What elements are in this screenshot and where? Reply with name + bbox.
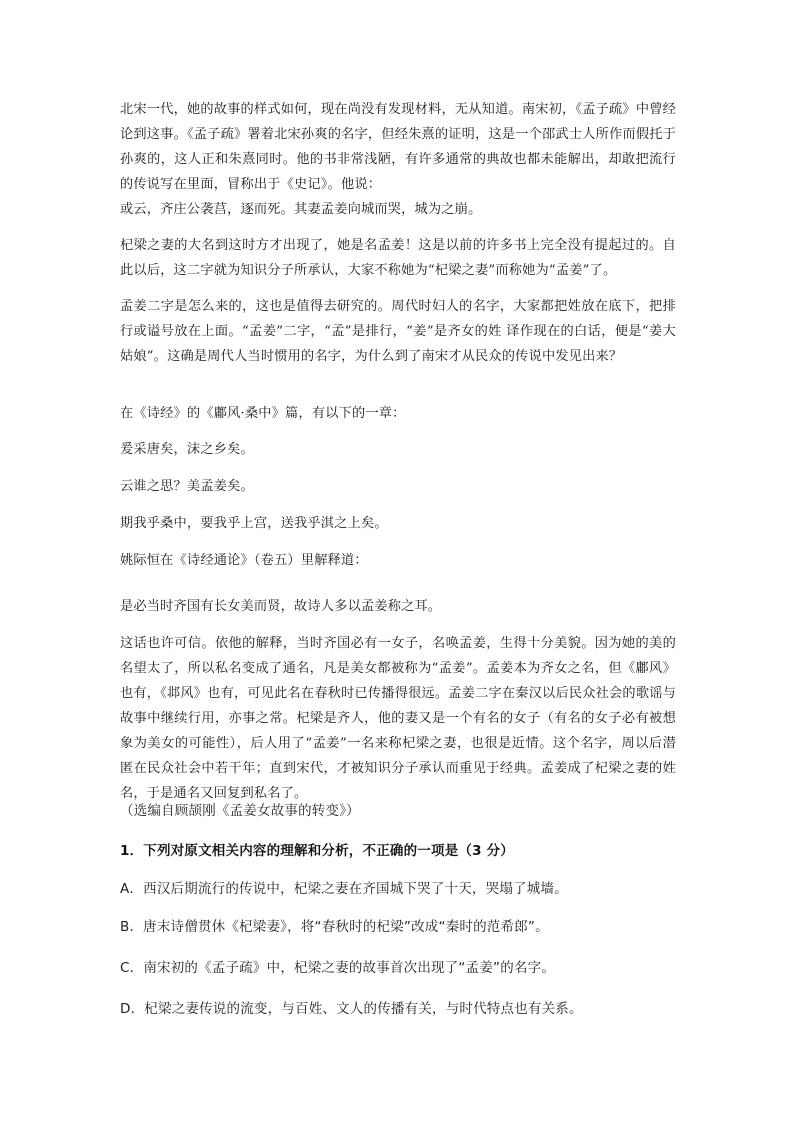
option-d: D．杞梁之妻传说的流变，与百姓、文人的传播有关，与时代特点也有关系。 [120, 1001, 583, 1017]
paragraph-1: 北宋一代，她的故事的样式如何，现在尚没有发现材料，无从知道。南宋初，《孟子疏》中曾经论到这事。《孟子疏》署着北宋孙爽的名字，但经朱熹的证明，这是一个邵武士人所作而假托于孙爽的，这人正和朱熹同时。他的书非常浅陋，有许多通常的典故也都未能解出，却敢把流行的传说写在里面，冒称出于《史记》。他说： [120, 102, 676, 192]
question-title: 1．下列对原文相关内容的理解和分析，不正确的一项是（3 分） [120, 843, 514, 859]
paragraph-10: 是必当时齐国有长女美而贤，故诗人多以孟姜称之耳。 [120, 599, 442, 614]
option-c: C．南宋初的《孟子疏》中，杞梁之妻的故事首次出现了“孟姜”的名字。 [120, 960, 556, 976]
option-b: B．唐末诗僧贯休《杞梁妻》，将“春秋时的杞梁”改成“秦时的范希郎”。 [120, 919, 549, 935]
paragraph-6: 爰采唐矣，沫之乡矣。 [120, 442, 254, 457]
paragraph-5: 在《诗经》的《鄘风·桑中》篇，有以下的一章： [120, 406, 406, 421]
source-citation: （选编自顾颉刚《孟姜女故事的转变》） [120, 803, 360, 819]
paragraph-3: 杞梁之妻的大名到这时方才出现了，她是名孟姜！这是以前的许多书上完全没有提起过的。自此以后，这二字就为知识分子所承认，大家不称她为“杞梁之妻”而称她为“孟姜”了。 [120, 238, 676, 278]
paragraph-4: 孟姜二字是怎么来的，这也是值得去研究的。周代时妇人的名字，大家都把姓放在底下，把排行或谥号放在上面。“孟姜”二字，“孟”是排行，“姜”是齐女的姓 译作现在的白话，便是“姜大姑娘”。这确是周代人当时惯用的名字，为什么到了南宋才从民众的传说中发见出来？ [120, 299, 676, 364]
paragraph-9: 姚际恒在《诗经通论》（卷五）里解释道： [120, 553, 368, 568]
paragraph-7: 云谁之思？美孟姜矣。 [120, 479, 254, 494]
paragraph-11: 这话也许可信。依他的解释，当时齐国必有一女子，名唤孟姜，生得十分美貌。因为她的美的名望太了，所以私名变成了通名，凡是美女都被称为“孟姜”。孟姜本为齐女之名，但《鄘风》也有，《邶风》也有，可见此名在春秋时已传播得很远。孟姜二字在秦汉以后民众社会的歌谣与故事中继续行用，亦事之常。杞梁是齐人，他的妻又是一个有名的女子（有名的女子必有被想象为美女的可能性），后人用了“孟姜”一名来称杞梁之妻，也很是近情。这个名字，周以后潜匿在民众社会中若干年；直到宋代，才被知识分子承认而重见于经典。孟姜成了杞梁之妻的姓名，于是通名又回复到私名了。 [120, 636, 676, 801]
option-a: A．西汉后期流行的传说中，杞梁之妻在齐国城下哭了十天，哭塌了城墙。 [120, 881, 568, 897]
paragraph-2: 或云，齐庄公袭莒，逐而死。其妻孟姜向城而哭，城为之崩。 [120, 202, 482, 217]
paragraph-8: 期我乎桑中，要我乎上宫，送我乎淇之上矣。 [120, 516, 388, 531]
